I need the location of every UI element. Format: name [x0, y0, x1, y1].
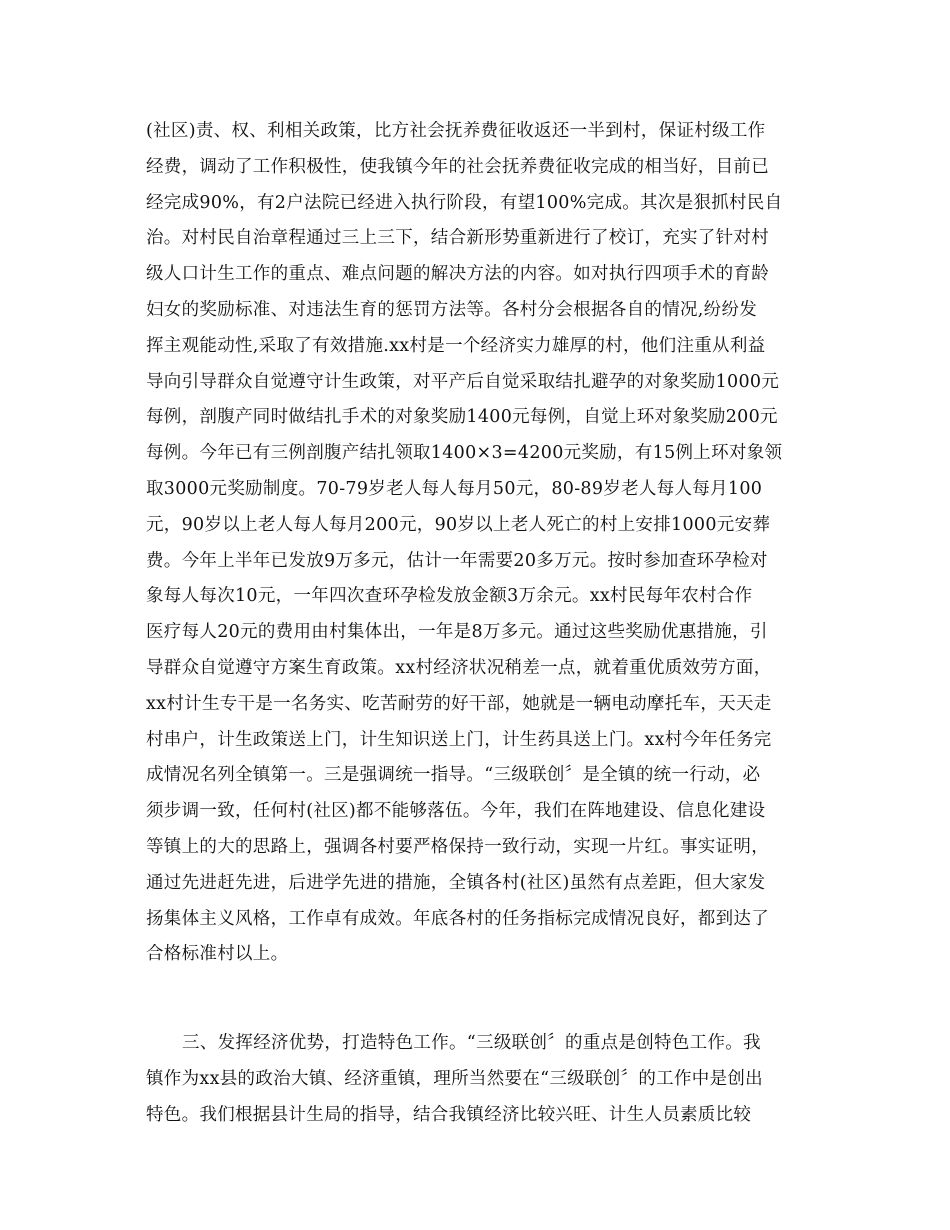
- text-line: 等镇上的大的思路上，强调各村要严格保持一致行动，实现一片红。事实证明，: [146, 836, 769, 857]
- text-line: 特色。我们根据县计生局的指导，结合我镇经济比较兴旺、计生人员素质比较: [146, 1104, 752, 1125]
- text-line: 妇女的奖励标准、对违法生育的惩罚方法等。各村分会根据各自的情况,纷纷发: [146, 299, 758, 320]
- text-line: 挥主观能动性,采取了有效措施.xx村是一个经济实力雄厚的村，他们注重从利益: [146, 335, 766, 356]
- text-line: 级人口计生工作的重点、难点问题的解决方法的内容。如对执行四项手术的育龄: [146, 264, 769, 285]
- text-line: 医疗每人20元的费用由村集体出，一年是8万多元。通过这些奖励优惠措施，引: [146, 622, 768, 643]
- text-line: 每例。今年已有三例剖腹产结扎领取1400×3=4200元奖励，有15例上环对象领: [146, 443, 783, 464]
- text-line: 扬集体主义风格，工作卓有成效。年底各村的任务指标完成情况良好，都到达了: [146, 908, 769, 929]
- text-line: 合格标准村以上。: [146, 944, 289, 965]
- text-line: 费。今年上半年已发放9万多元，估计一年需要20多万元。按时参加查环孕检对: [146, 550, 768, 571]
- text-line: 取3000元奖励制度。70-79岁老人每人每月50元，80-89岁老人每人每月100: [146, 478, 763, 499]
- text-line: xx村计生专干是一名务实、吃苦耐劳的好干部，她就是一辆电动摩托车，天天走: [146, 693, 772, 714]
- text-line: 治。对村民自治章程通过三上三下，结合新形势重新进行了校订，充实了针对村: [146, 228, 769, 249]
- text-line: 镇作为xx县的政治大镇、经济重镇，理所当然要在“三级联创〞的工作中是创出: [146, 1068, 763, 1089]
- text-line: 村串户，计生政策送上门，计生知识送上门，计生药具送上门。xx村今年任务完: [146, 729, 772, 750]
- text-line: 元，90岁以上老人每人每月200元，90岁以上老人死亡的村上安排1000元安葬: [146, 514, 771, 535]
- text-line: 经完成90%，有2户法院已经进入执行阶段，有望100%完成。其次是狠抓村民自: [146, 192, 783, 213]
- text-line: 导向引导群众自觉遵守计生政策，对平产后自觉采取结扎避孕的对象奖励1000元: [146, 371, 780, 392]
- text-line: 导群众自觉遵守方案生育政策。xx村经济状况稍差一点，就着重优质效劳方面，: [146, 657, 772, 678]
- text-line: 经费，调动了工作积极性，使我镇今年的社会抚养费征收完成的相当好，目前已: [146, 156, 769, 177]
- paragraph-2: [146, 1026, 806, 1133]
- text-line: 三、发挥经济优势，打造特色工作。“三级联创〞的重点是创特色工作。我: [182, 1033, 761, 1053]
- text-line: 象每人每次10元，一年四次查环孕检发放金额3万余元。xx村民每年农村合作: [146, 586, 753, 607]
- text-line: 通过先进赶先进，后进学先进的措施，全镇各村(社区)虽然有点差距，但大家发: [146, 872, 766, 893]
- text-line: 成情况名列全镇第一。三是强调统一指导。“三级联创〞是全镇的统一行动，必: [146, 765, 761, 786]
- text-line: (社区)责、权、利相关政策，比方社会抚养费征收返还一半到村，保证村级工作: [146, 121, 766, 141]
- paragraph-1: [146, 114, 806, 973]
- text-line: 每例，剖腹产同时做结扎手术的对象奖励1400元每例，自觉上环对象奖励200元: [146, 407, 778, 428]
- text-line: 须步调一致，任何村(社区)都不能够落伍。今年，我们在阵地建设、信息化建设: [146, 801, 766, 822]
